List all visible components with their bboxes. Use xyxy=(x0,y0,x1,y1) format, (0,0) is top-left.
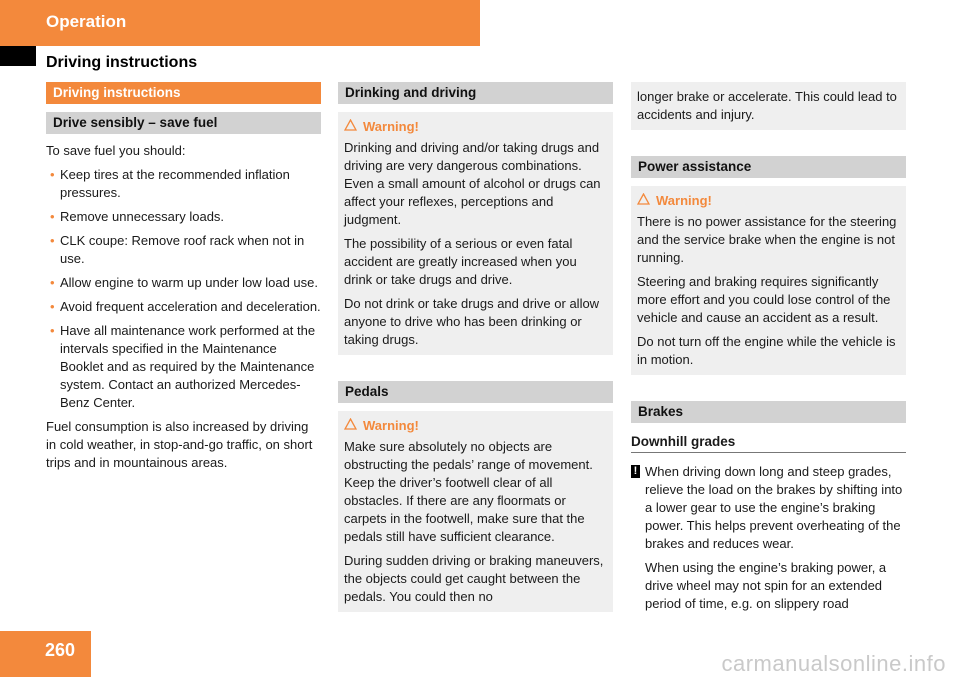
warning-text: Make sure absolutely no objects are obstructing the pedals’ range of movement. Keep the driver’s footwell clear of all obstacles. If there are any floormats or carpets in the footwell, make sure that the pedals still have sufficient clearance. xyxy=(344,439,593,544)
warning-triangle-icon xyxy=(344,417,357,435)
warning-text: longer brake or accelerate. This could lead to accidents and injury. xyxy=(637,89,897,122)
warning-box-drinking xyxy=(338,112,613,355)
warning-text: During sudden driving or braking maneuvers, the objects could get caught between the pedals. You could then no xyxy=(344,553,604,604)
list-item: • CLK coupe: Remove roof rack when not in use. xyxy=(50,233,305,266)
bullet-icon: • xyxy=(50,233,55,248)
closing-text: Fuel consumption is also increased by driving in cold weather, in stop-and-go traffic, on short trips and in mountainous areas. xyxy=(46,419,313,470)
section-bar-brakes: Brakes xyxy=(631,401,906,423)
section-bar-power-assistance: Power assistance xyxy=(631,156,906,178)
warning-triangle-icon xyxy=(344,118,357,136)
warning-text: Drinking and driving and/or taking drugs and driving are very dangerous combinations. Even a small amount of alcohol or drugs can affect your reflexes, perceptions and judgment. xyxy=(344,140,601,227)
page-number-tab xyxy=(0,631,91,677)
warning-triangle-icon xyxy=(637,192,650,210)
bullet-icon: • xyxy=(50,323,55,338)
warning-text: There is no power assistance for the steering and the service brake when the engine is not running. xyxy=(637,214,897,265)
watermark: carmanualsonline.info xyxy=(721,651,946,676)
warning-heading: Warning! xyxy=(637,192,900,210)
list-item: • Avoid frequent acceleration and deceleration. xyxy=(50,299,321,314)
page-title: Driving instructions xyxy=(46,54,198,71)
bullet-icon: • xyxy=(50,209,55,224)
list-item: • Have all maintenance work performed at the intervals specified in the Maintenance Booklet and as required by the Maintenance system. Contact an authorized Mercedes-Benz Center. xyxy=(50,323,316,410)
section-marker xyxy=(0,46,36,66)
warning-box-pedals xyxy=(338,411,613,612)
warning-text: Steering and braking requires significantly more effort and you could lose control of the vehicle and cause an accident as a result. xyxy=(637,274,891,325)
column-right xyxy=(631,82,906,619)
notice-icon: ! xyxy=(631,465,640,478)
warning-text: The possibility of a serious or even fatal accident are greatly increased when you drink or take drugs and drive. xyxy=(344,236,577,287)
chapter-tab xyxy=(0,0,480,46)
warning-text: Do not drink or take drugs and drive or allow anyone to drive who has been drinking or taking drugs. xyxy=(344,296,600,347)
section-bar-pedals: Pedals xyxy=(338,381,613,403)
list-item: • Allow engine to warm up under low load use. xyxy=(50,275,318,290)
fuel-tips-list xyxy=(46,166,321,412)
chapter-title: Operation xyxy=(46,12,127,31)
notice-text: When using the engine’s braking power, a drive wheel may not spin for an extended period of time, e.g. on slippery road xyxy=(645,560,887,611)
notice-block xyxy=(631,463,906,613)
subheading-downhill-grades: Downhill grades xyxy=(631,433,906,453)
notice-text: When driving down long and steep grades, relieve the load on the brakes by shifting into a lower gear to use the engine’s braking power. This helps prevent overheating of the brakes and reduces wear. xyxy=(645,464,903,551)
bullet-icon: • xyxy=(50,299,55,314)
warning-heading: Warning! xyxy=(344,118,607,136)
page-number: 260 xyxy=(45,640,76,660)
warning-box-continued xyxy=(631,82,906,130)
warning-text: Do not turn off the engine while the vehicle is in motion. xyxy=(637,334,896,367)
intro-text: To save fuel you should: xyxy=(46,143,186,158)
column-middle xyxy=(338,82,613,612)
section-bar-driving-instructions: Driving instructions xyxy=(46,82,321,104)
bullet-icon: • xyxy=(50,167,55,182)
warning-box-power xyxy=(631,186,906,375)
subsection-bar-save-fuel: Drive sensibly – save fuel xyxy=(46,112,321,134)
column-left xyxy=(46,82,321,478)
list-item: • Keep tires at the recommended inflation pressures. xyxy=(50,167,290,200)
bullet-icon: • xyxy=(50,275,55,290)
warning-heading: Warning! xyxy=(344,417,607,435)
section-bar-drinking: Drinking and driving xyxy=(338,82,613,104)
list-item: • Remove unnecessary loads. xyxy=(50,209,225,224)
